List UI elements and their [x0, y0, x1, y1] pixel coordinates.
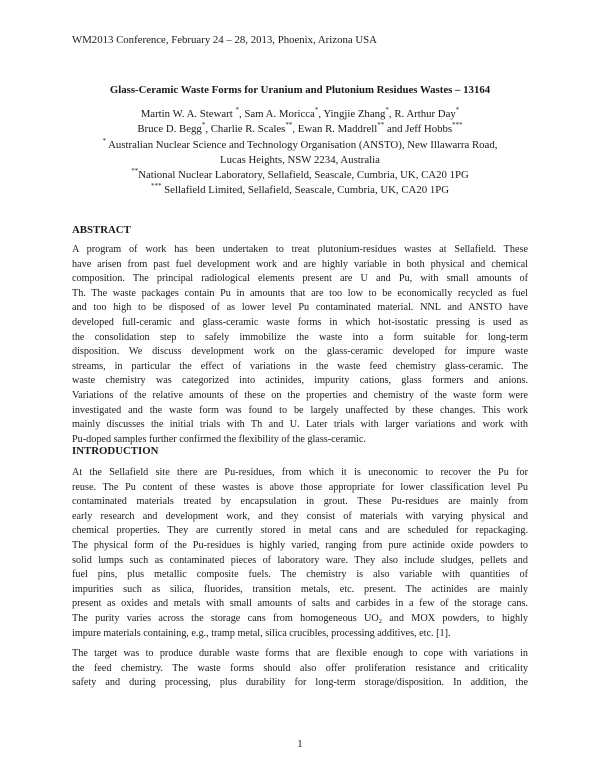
- abstract-line: developed full-ceramic and glass-ceramic waste forms in which hot-isostatic pressing is used as: [72, 316, 528, 328]
- affiliation-nnl: **National Nuclear Laboratory, Sellafield, Seascale, Cumbria, UK, CA20 1PG: [131, 167, 469, 182]
- author-block: [72, 107, 528, 199]
- abstract-line: and too high to be disposed of as lower level Pu contaminated material. NNL and ANSTO have: [72, 302, 528, 314]
- intro-line: present as oxides and metals with small amounts of salts and carbides in a few of the storage cans.: [72, 598, 528, 610]
- intro2-line: safety and during processing, plus durability for long-term storage/disposition. In addition, the: [72, 677, 528, 689]
- intro-line: contaminated materials treated by encapsulation in grout. These Pu-residues are mainly from: [72, 496, 528, 508]
- intro-line: reuse. The Pu content of these wastes is above those appropriate for lower classification level Pu: [72, 481, 528, 493]
- abstract-line: mainly discusses the initial trials with Th and U. Later trials with larger variations and work with: [72, 419, 528, 431]
- abstract-paragraph: [72, 243, 528, 447]
- abstract-line: Th. The waste packages contain Pu in amounts that are too low to be economically recycled as fuel: [72, 287, 528, 299]
- abstract-line: composition. The principal radiological elements present are U and Pu, with small amounts of: [72, 273, 528, 285]
- abstract-heading: ABSTRACT: [72, 224, 131, 236]
- intro2-line: the feed chemistry. The waste forms should also offer proliferation resistance and criticality: [72, 662, 528, 674]
- running-header: WM2013 Conference, February 24 – 28, 2013, Phoenix, Arizona USA: [72, 34, 377, 46]
- intro-line: early research and development work, and they consist of materials with varying physical and: [72, 510, 528, 522]
- author-line-1: Martin W. A. Stewart *, Sam A. Moricca*, Yingjie Zhang*, R. Arthur Day*: [140, 106, 460, 120]
- paper-title: Glass-Ceramic Waste Forms for Uranium and Plutonium Residues Wastes – 13164: [109, 84, 491, 96]
- affiliation-sellafield: *** Sellafield Limited, Sellafield, Seascale, Cumbria, UK, CA20 1PG: [150, 182, 450, 197]
- intro-line: solid lumps such as contaminated pieces of laboratory ware. They also include sludges, pellets and: [72, 554, 528, 566]
- abstract-line: the consolidation step to safely immobilize the waste into a form suitable for long-term: [72, 331, 528, 343]
- author-line-2: Bruce D. Begg*, Charlie R. Scales**, Ewan R. Maddrell** and Jeff Hobbs***: [137, 121, 463, 136]
- intro-line: impure materials containing, e.g., tramp metal, silica crucibles, processing additives, etc. [1].: [72, 627, 451, 639]
- abstract-line: A program of work has been undertaken to treat plutonium-residues wastes at Sellafield. These: [72, 244, 528, 255]
- intro-line: At the Sellafield site there are Pu-residues, from which it is uneconomic to recover the Pu for: [72, 467, 528, 478]
- intro-line: The purity varies across the storage cans from homogeneous $UO_2$ and MOX powders, to highly: [72, 612, 528, 625]
- affiliation-ansto-address: Lucas Heights, NSW 2234, Australia: [220, 153, 380, 166]
- abstract-line: disposition. We discuss development work on the glass-ceramic developed for impure waste: [72, 346, 528, 358]
- intro-line: chemical properties. They are currently stored in metal cans and are scheduled for repackaging.: [72, 525, 528, 537]
- page-number: 1: [297, 738, 303, 750]
- abstract-line: have arisen from past fuel development work and are highly variable in both physical and chemical: [72, 258, 528, 270]
- abstract-line: Pu-doped samples further confirmed the flexibility of the glass-ceramic.: [72, 433, 366, 445]
- intro-line: impurities such as silica, fluorides, transition metals, etc. present. The actinides are mainly: [72, 583, 528, 595]
- abstract-line: Variations of the relative amounts of these on the properties and chemistry of the waste form were: [72, 389, 528, 401]
- introduction-heading: INTRODUCTION: [72, 445, 159, 457]
- abstract-line: streams, in particular the effect of variations in the waste feed chemistry glass-ceramic. The: [72, 360, 528, 372]
- intro2-line: The target was to produce durable waste forms that are flexible enough to cope with variations in: [72, 648, 528, 659]
- introduction-paragraph-2: [72, 647, 528, 691]
- introduction-paragraph-1: [72, 466, 528, 641]
- abstract-line: waste chemistry was categorized into actinides, impurity cations, glass formers and anions.: [72, 375, 528, 387]
- affiliation-ansto: * Australian Nuclear Science and Technology Organisation (ANSTO), New Illawarra Road,: [102, 136, 498, 151]
- abstract-line: investigated and the waste form was found to be largely unaffected by these changes. This work: [72, 404, 528, 416]
- intro-line: The physical form of the Pu-residues is highly varied, ranging from pure actinide oxide powders to: [72, 539, 528, 551]
- intro-line: fuel pins, plus metallic composite fuels. The chemistry is also variable with quantities of: [72, 569, 528, 581]
